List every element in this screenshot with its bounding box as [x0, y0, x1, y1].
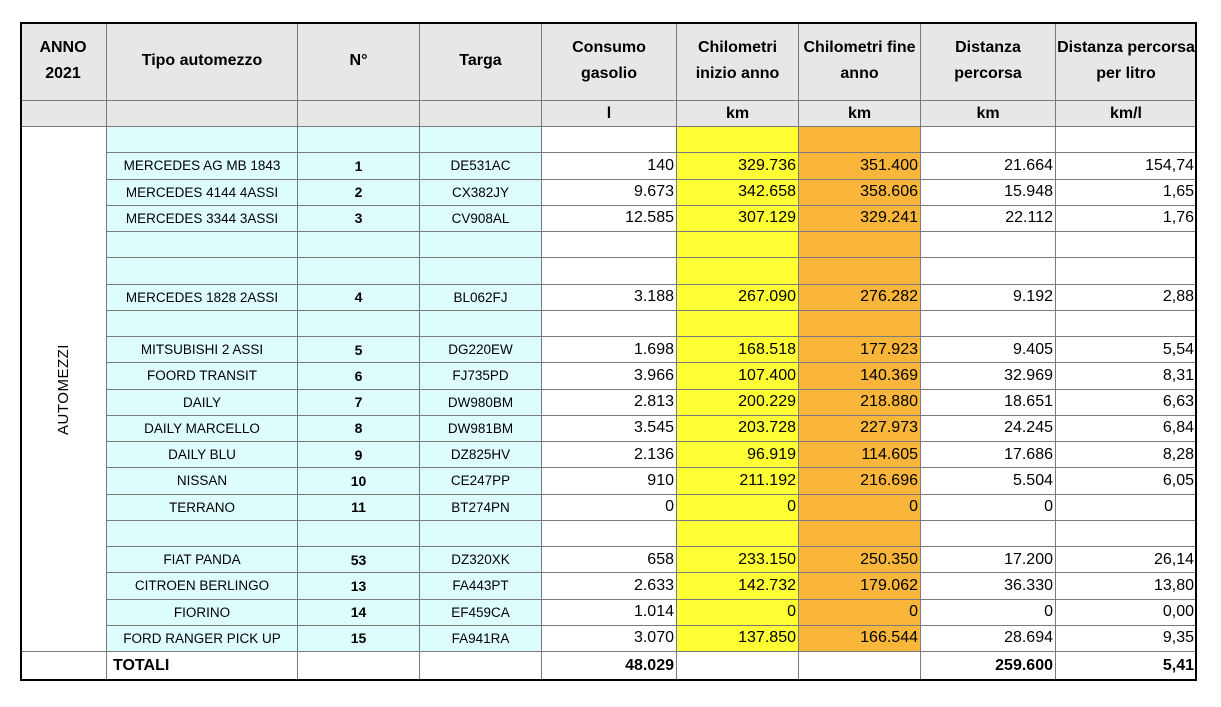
vehicle-type-cell: [107, 521, 298, 547]
vehicle-type-cell: NISSAN: [107, 468, 298, 494]
unit-cell: [107, 101, 298, 127]
license-plate-cell: [420, 311, 542, 337]
km-start-cell: 267.090: [677, 285, 799, 311]
km-per-liter-cell: 5,54: [1056, 337, 1197, 363]
header-consumo: Consumo gasolio: [542, 22, 677, 101]
km-end-cell: [799, 232, 921, 258]
distance-cell: 18.651: [921, 390, 1056, 416]
unit-cell: [420, 101, 542, 127]
license-plate-cell: CV908AL: [420, 206, 542, 232]
totals-empty: [677, 652, 799, 681]
distance-cell: 17.200: [921, 547, 1056, 573]
km-end-cell: 250.350: [799, 547, 921, 573]
distance-cell: 0: [921, 495, 1056, 521]
km-start-cell: 107.400: [677, 363, 799, 389]
fuel-consumption-cell: 1.698: [542, 337, 677, 363]
license-plate-cell: DW981BM: [420, 416, 542, 442]
vehicle-type-cell: MERCEDES 3344 3ASSI: [107, 206, 298, 232]
km-start-cell: [677, 311, 799, 337]
km-start-cell: 0: [677, 600, 799, 626]
vehicle-type-cell: MERCEDES AG MB 1843: [107, 153, 298, 179]
km-per-liter-cell: 9,35: [1056, 626, 1197, 652]
km-per-liter-cell: 8,28: [1056, 442, 1197, 468]
km-per-liter-cell: 6,63: [1056, 390, 1197, 416]
vehicle-number-cell: 2: [298, 180, 420, 206]
km-per-liter-cell: 8,31: [1056, 363, 1197, 389]
km-per-liter-cell: [1056, 127, 1197, 153]
vehicle-type-cell: DAILY: [107, 390, 298, 416]
vehicle-type-cell: MERCEDES 1828 2ASSI: [107, 285, 298, 311]
distance-cell: [921, 232, 1056, 258]
vehicle-number-cell: [298, 127, 420, 153]
vehicle-type-cell: CITROEN BERLINGO: [107, 573, 298, 599]
totals-empty: [799, 652, 921, 681]
distance-cell: 24.245: [921, 416, 1056, 442]
km-start-cell: 211.192: [677, 468, 799, 494]
km-end-cell: [799, 311, 921, 337]
km-end-cell: 140.369: [799, 363, 921, 389]
km-per-liter-cell: [1056, 311, 1197, 337]
vehicle-type-cell: FIORINO: [107, 600, 298, 626]
km-per-liter-cell: 0,00: [1056, 600, 1197, 626]
fuel-consumption-cell: 2.136: [542, 442, 677, 468]
vehicle-type-cell: FOORD TRANSIT: [107, 363, 298, 389]
license-plate-cell: BT274PN: [420, 495, 542, 521]
header-anno: ANNO 2021: [20, 22, 107, 101]
header-tipo: Tipo automezzo: [107, 22, 298, 101]
vehicle-number-cell: 3: [298, 206, 420, 232]
vehicle-number-cell: [298, 521, 420, 547]
distance-cell: 21.664: [921, 153, 1056, 179]
header-n: N°: [298, 22, 420, 101]
vehicle-type-cell: MITSUBISHI 2 ASSI: [107, 337, 298, 363]
km-start-cell: 96.919: [677, 442, 799, 468]
km-per-liter-cell: 26,14: [1056, 547, 1197, 573]
km-start-cell: 329.736: [677, 153, 799, 179]
vehicle-number-cell: 7: [298, 390, 420, 416]
fuel-consumption-cell: 910: [542, 468, 677, 494]
header-distanza: Distanza percorsa: [921, 22, 1056, 101]
distance-cell: 5.504: [921, 468, 1056, 494]
license-plate-cell: BL062FJ: [420, 285, 542, 311]
km-start-cell: 137.850: [677, 626, 799, 652]
km-per-liter-cell: 13,80: [1056, 573, 1197, 599]
km-end-cell: 276.282: [799, 285, 921, 311]
totals-distance: 259.600: [921, 652, 1056, 681]
distance-cell: [921, 311, 1056, 337]
distance-cell: 15.948: [921, 180, 1056, 206]
fuel-consumption-cell: 9.673: [542, 180, 677, 206]
km-end-cell: [799, 127, 921, 153]
vehicle-number-cell: 15: [298, 626, 420, 652]
license-plate-cell: DE531AC: [420, 153, 542, 179]
license-plate-cell: CX382JY: [420, 180, 542, 206]
vehicle-type-cell: MERCEDES 4144 4ASSI: [107, 180, 298, 206]
km-start-cell: [677, 258, 799, 284]
license-plate-cell: CE247PP: [420, 468, 542, 494]
vehicle-type-cell: [107, 127, 298, 153]
unit-cell: km: [921, 101, 1056, 127]
km-start-cell: [677, 127, 799, 153]
vehicle-type-cell: TERRANO: [107, 495, 298, 521]
distance-cell: 28.694: [921, 626, 1056, 652]
license-plate-cell: FJ735PD: [420, 363, 542, 389]
vehicle-number-cell: 9: [298, 442, 420, 468]
km-end-cell: 166.544: [799, 626, 921, 652]
section-label: AUTOMEZZI: [55, 344, 73, 435]
vehicle-number-cell: [298, 258, 420, 284]
totals-empty: [420, 652, 542, 681]
km-end-cell: 227.973: [799, 416, 921, 442]
km-start-cell: 168.518: [677, 337, 799, 363]
header-km-fine: Chilometri fine anno: [799, 22, 921, 101]
km-start-cell: 142.732: [677, 573, 799, 599]
unit-cell: km: [799, 101, 921, 127]
vehicle-number-cell: 8: [298, 416, 420, 442]
fuel-consumption-cell: 3.070: [542, 626, 677, 652]
distance-cell: 9.405: [921, 337, 1056, 363]
license-plate-cell: DG220EW: [420, 337, 542, 363]
km-end-cell: 358.606: [799, 180, 921, 206]
license-plate-cell: [420, 232, 542, 258]
totals-km-per-liter: 5,41: [1056, 652, 1197, 681]
vehicle-number-cell: 13: [298, 573, 420, 599]
distance-cell: 36.330: [921, 573, 1056, 599]
km-end-cell: 177.923: [799, 337, 921, 363]
km-per-liter-cell: [1056, 521, 1197, 547]
unit-cell: [20, 101, 107, 127]
vehicle-type-cell: DAILY MARCELLO: [107, 416, 298, 442]
vehicle-type-cell: [107, 258, 298, 284]
vehicle-type-cell: FORD RANGER PICK UP: [107, 626, 298, 652]
vehicle-type-cell: DAILY BLU: [107, 442, 298, 468]
license-plate-cell: [420, 521, 542, 547]
km-start-cell: [677, 521, 799, 547]
license-plate-cell: FA941RA: [420, 626, 542, 652]
header-per-litro: Distanza percorsa per litro: [1056, 22, 1197, 101]
km-end-cell: 114.605: [799, 442, 921, 468]
fuel-consumption-cell: 140: [542, 153, 677, 179]
km-per-liter-cell: [1056, 258, 1197, 284]
distance-cell: 17.686: [921, 442, 1056, 468]
unit-cell: [298, 101, 420, 127]
fuel-consumption-cell: [542, 521, 677, 547]
fuel-consumption-cell: [542, 258, 677, 284]
distance-cell: 32.969: [921, 363, 1056, 389]
vehicle-number-cell: [298, 232, 420, 258]
unit-cell: km/l: [1056, 101, 1197, 127]
fuel-consumption-cell: 2.813: [542, 390, 677, 416]
license-plate-cell: DZ320XK: [420, 547, 542, 573]
km-start-cell: 0: [677, 495, 799, 521]
vehicle-number-cell: 11: [298, 495, 420, 521]
vehicle-number-cell: [298, 311, 420, 337]
fuel-consumption-cell: [542, 232, 677, 258]
km-end-cell: 216.696: [799, 468, 921, 494]
km-per-liter-cell: [1056, 495, 1197, 521]
distance-cell: 9.192: [921, 285, 1056, 311]
header-targa: Targa: [420, 22, 542, 101]
distance-cell: [921, 127, 1056, 153]
vehicle-type-cell: FIAT PANDA: [107, 547, 298, 573]
license-plate-cell: DZ825HV: [420, 442, 542, 468]
vehicle-number-cell: 5: [298, 337, 420, 363]
km-end-cell: 351.400: [799, 153, 921, 179]
vehicle-number-cell: 1: [298, 153, 420, 179]
unit-cell: km: [677, 101, 799, 127]
fuel-consumption-cell: 0: [542, 495, 677, 521]
distance-cell: 22.112: [921, 206, 1056, 232]
fuel-consumption-cell: 1.014: [542, 600, 677, 626]
km-start-cell: 203.728: [677, 416, 799, 442]
vehicle-number-cell: 6: [298, 363, 420, 389]
km-end-cell: 179.062: [799, 573, 921, 599]
km-end-cell: 329.241: [799, 206, 921, 232]
license-plate-cell: [420, 127, 542, 153]
km-end-cell: 0: [799, 600, 921, 626]
vehicle-type-cell: [107, 311, 298, 337]
vehicle-number-cell: 53: [298, 547, 420, 573]
km-end-cell: 218.880: [799, 390, 921, 416]
license-plate-cell: FA443PT: [420, 573, 542, 599]
distance-cell: [921, 258, 1056, 284]
km-start-cell: 307.129: [677, 206, 799, 232]
license-plate-cell: DW980BM: [420, 390, 542, 416]
vehicle-type-cell: [107, 232, 298, 258]
fuel-consumption-cell: 658: [542, 547, 677, 573]
license-plate-cell: EF459CA: [420, 600, 542, 626]
fuel-consumption-cell: 3.545: [542, 416, 677, 442]
km-per-liter-cell: [1056, 232, 1197, 258]
km-end-cell: 0: [799, 495, 921, 521]
header-km-inizio: Chilometri inizio anno: [677, 22, 799, 101]
vehicle-number-cell: 4: [298, 285, 420, 311]
vehicle-fuel-table: [20, 22, 1197, 681]
km-per-liter-cell: 2,88: [1056, 285, 1197, 311]
license-plate-cell: [420, 258, 542, 284]
km-per-liter-cell: 6,05: [1056, 468, 1197, 494]
km-end-cell: [799, 521, 921, 547]
km-start-cell: [677, 232, 799, 258]
fuel-consumption-cell: [542, 127, 677, 153]
totals-fuel: 48.029: [542, 652, 677, 681]
km-per-liter-cell: 6,84: [1056, 416, 1197, 442]
km-per-liter-cell: 154,74: [1056, 153, 1197, 179]
fuel-consumption-cell: [542, 311, 677, 337]
fuel-consumption-cell: 3.966: [542, 363, 677, 389]
fuel-consumption-cell: 3.188: [542, 285, 677, 311]
fuel-consumption-cell: 2.633: [542, 573, 677, 599]
vehicle-number-cell: 10: [298, 468, 420, 494]
km-end-cell: [799, 258, 921, 284]
distance-cell: [921, 521, 1056, 547]
fuel-consumption-cell: 12.585: [542, 206, 677, 232]
km-per-liter-cell: 1,65: [1056, 180, 1197, 206]
unit-cell: l: [542, 101, 677, 127]
totals-label: TOTALI: [107, 652, 298, 681]
km-start-cell: 200.229: [677, 390, 799, 416]
km-start-cell: 342.658: [677, 180, 799, 206]
km-start-cell: 233.150: [677, 547, 799, 573]
totals-spacer: [20, 652, 107, 681]
totals-empty: [298, 652, 420, 681]
distance-cell: 0: [921, 600, 1056, 626]
km-per-liter-cell: 1,76: [1056, 206, 1197, 232]
vehicle-number-cell: 14: [298, 600, 420, 626]
